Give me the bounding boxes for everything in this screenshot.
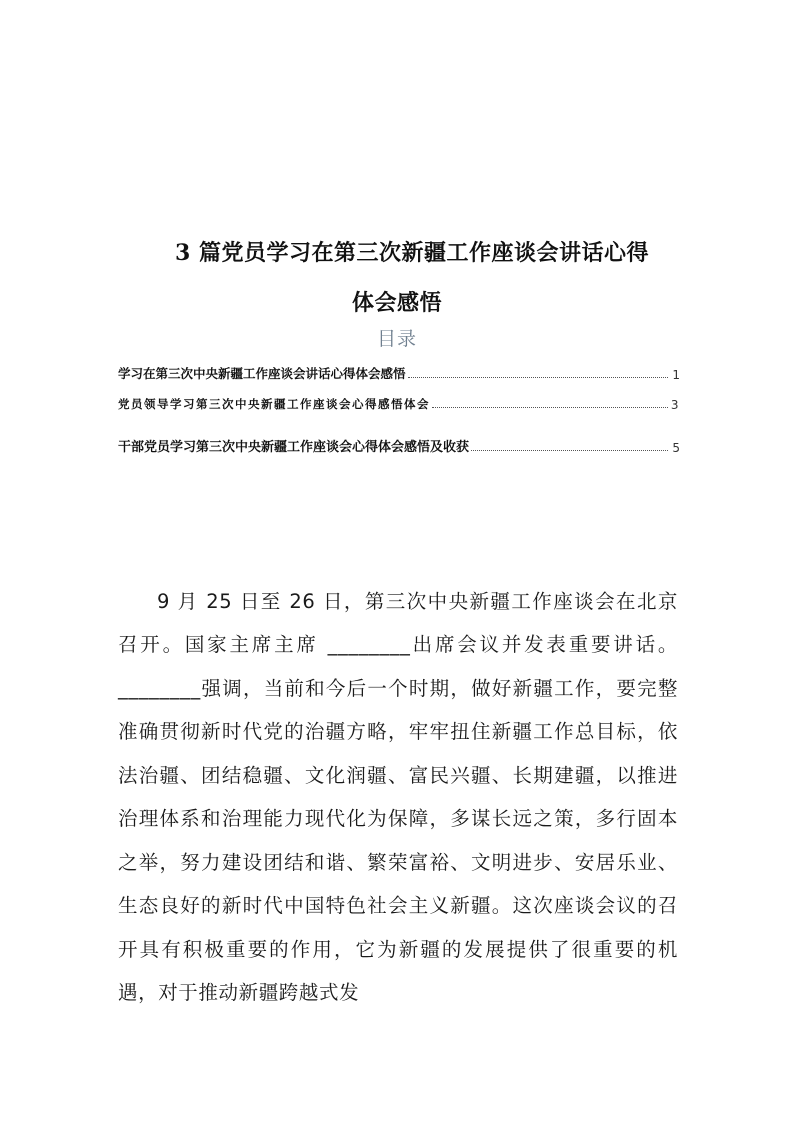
toc-entry[interactable]	[118, 364, 680, 382]
toc-heading: 目录	[376, 328, 417, 350]
body-paragraph: 9 月 25 日至 26 日，第三次中央新疆工作座谈会在北京召开。国家主席主席 ________出席会议并发表重要讲话。________强调，当前和今后一个时期，做好新疆工作，要完整准确贯彻新时代党的治疆方略，牢牢扭住新疆工作总目标，依法治疆、团结稳疆、文化润疆、富民兴疆、长期建疆，以推进治理体系和治理能力现代化为保障，多谋长远之策，多行固本之举，努力建设团结和谐、繁荣富裕、文明进步、安居乐业、生态良好的新时代中国特色社会主义新疆。这次座谈会议的召开具有积极重要的作用，它为新疆的发展提供了很重要的机遇，对于推动新疆跨越式发	[118, 589, 678, 1004]
toc-dot-leader	[471, 449, 668, 451]
toc-entry-label: 学习在第三次中央新疆工作座谈会讲话心得体会感悟	[118, 366, 406, 381]
toc-dot-leader	[432, 406, 668, 408]
title-line-2: 体会感悟	[351, 290, 442, 316]
toc-entry-page: 3	[670, 398, 680, 412]
title-line-1: 3 篇党员学习在第三次新疆工作座谈会讲话心得	[175, 240, 649, 266]
toc-entry-page: 5	[672, 441, 680, 455]
toc-entry[interactable]	[118, 436, 680, 455]
toc-entry[interactable]	[118, 396, 680, 412]
document-title	[0, 228, 794, 328]
toc-entry-label: 干部党员学习第三次中央新疆工作座谈会心得体会感悟及收获	[118, 440, 470, 455]
toc-entry-label: 党员领导学习第三次中央新疆工作座谈会心得感悟体会	[118, 397, 430, 411]
toc-entry-page: 1	[672, 368, 680, 382]
toc-dot-leader	[408, 376, 668, 378]
